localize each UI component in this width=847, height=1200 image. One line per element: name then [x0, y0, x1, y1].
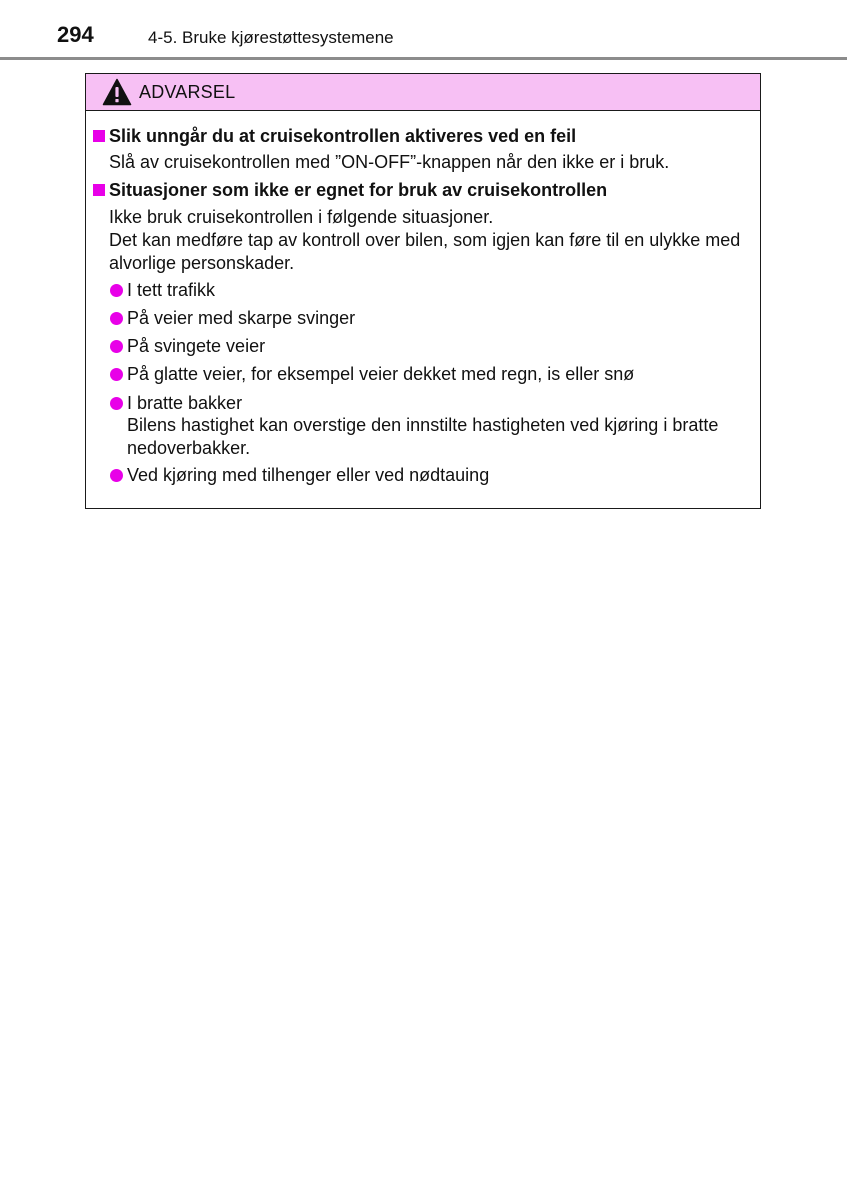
list-item-text: På glatte veier, for eksempel veier dekket med regn, is eller snø	[127, 364, 635, 384]
list-item	[86, 307, 760, 330]
body-text: Det kan medføre tap av kontroll over bilen, som igjen kan føre til en ulykke med alvorlige personskader.	[109, 230, 741, 273]
list-item-text: I bratte bakker	[127, 393, 243, 413]
body-text: Slå av cruisekontrollen med ”ON-OFF”-knappen når den ikke er i bruk.	[109, 152, 670, 172]
page-header	[0, 0, 847, 62]
section-heading-text: Situasjoner som ikke er egnet for bruk av cruisekontrollen	[109, 180, 608, 200]
list-item	[86, 335, 760, 358]
body-text: Ikke bruk cruisekontrollen i følgende situasjoner.	[109, 207, 494, 227]
warning-header	[86, 74, 760, 111]
section-heading-text: Slik unngår du at cruisekontrollen aktiveres ved en feil	[109, 126, 577, 146]
circle-bullet-icon	[110, 340, 123, 353]
page-number: 294	[57, 22, 94, 47]
circle-bullet-icon	[110, 368, 123, 381]
square-bullet-icon	[93, 130, 105, 142]
list-item	[86, 392, 760, 415]
warning-label: ADVARSEL	[139, 82, 236, 102]
list-item	[86, 464, 760, 487]
list-item	[86, 279, 760, 302]
section-heading	[86, 179, 760, 202]
circle-bullet-icon	[110, 397, 123, 410]
list-item-text: På veier med skarpe svinger	[127, 308, 356, 328]
list-item-text: Ved kjøring med tilhenger eller ved nødtauing	[127, 465, 490, 485]
header-divider	[0, 57, 847, 60]
circle-bullet-icon	[110, 284, 123, 297]
list-item	[86, 363, 760, 386]
warning-box	[85, 73, 761, 509]
list-item-note: Bilens hastighet kan overstige den innstilte hastigheten ved kjøring i bratte nedoverbakker.	[127, 415, 719, 458]
circle-bullet-icon	[110, 312, 123, 325]
square-bullet-icon	[93, 184, 105, 196]
warning-triangle-icon	[102, 78, 132, 106]
section-title: 4-5. Bruke kjørestøttesystemene	[148, 28, 394, 47]
section-heading	[86, 125, 760, 148]
list-item-text: På svingete veier	[127, 336, 266, 356]
circle-bullet-icon	[110, 469, 123, 482]
list-item-text: I tett trafikk	[127, 280, 216, 300]
